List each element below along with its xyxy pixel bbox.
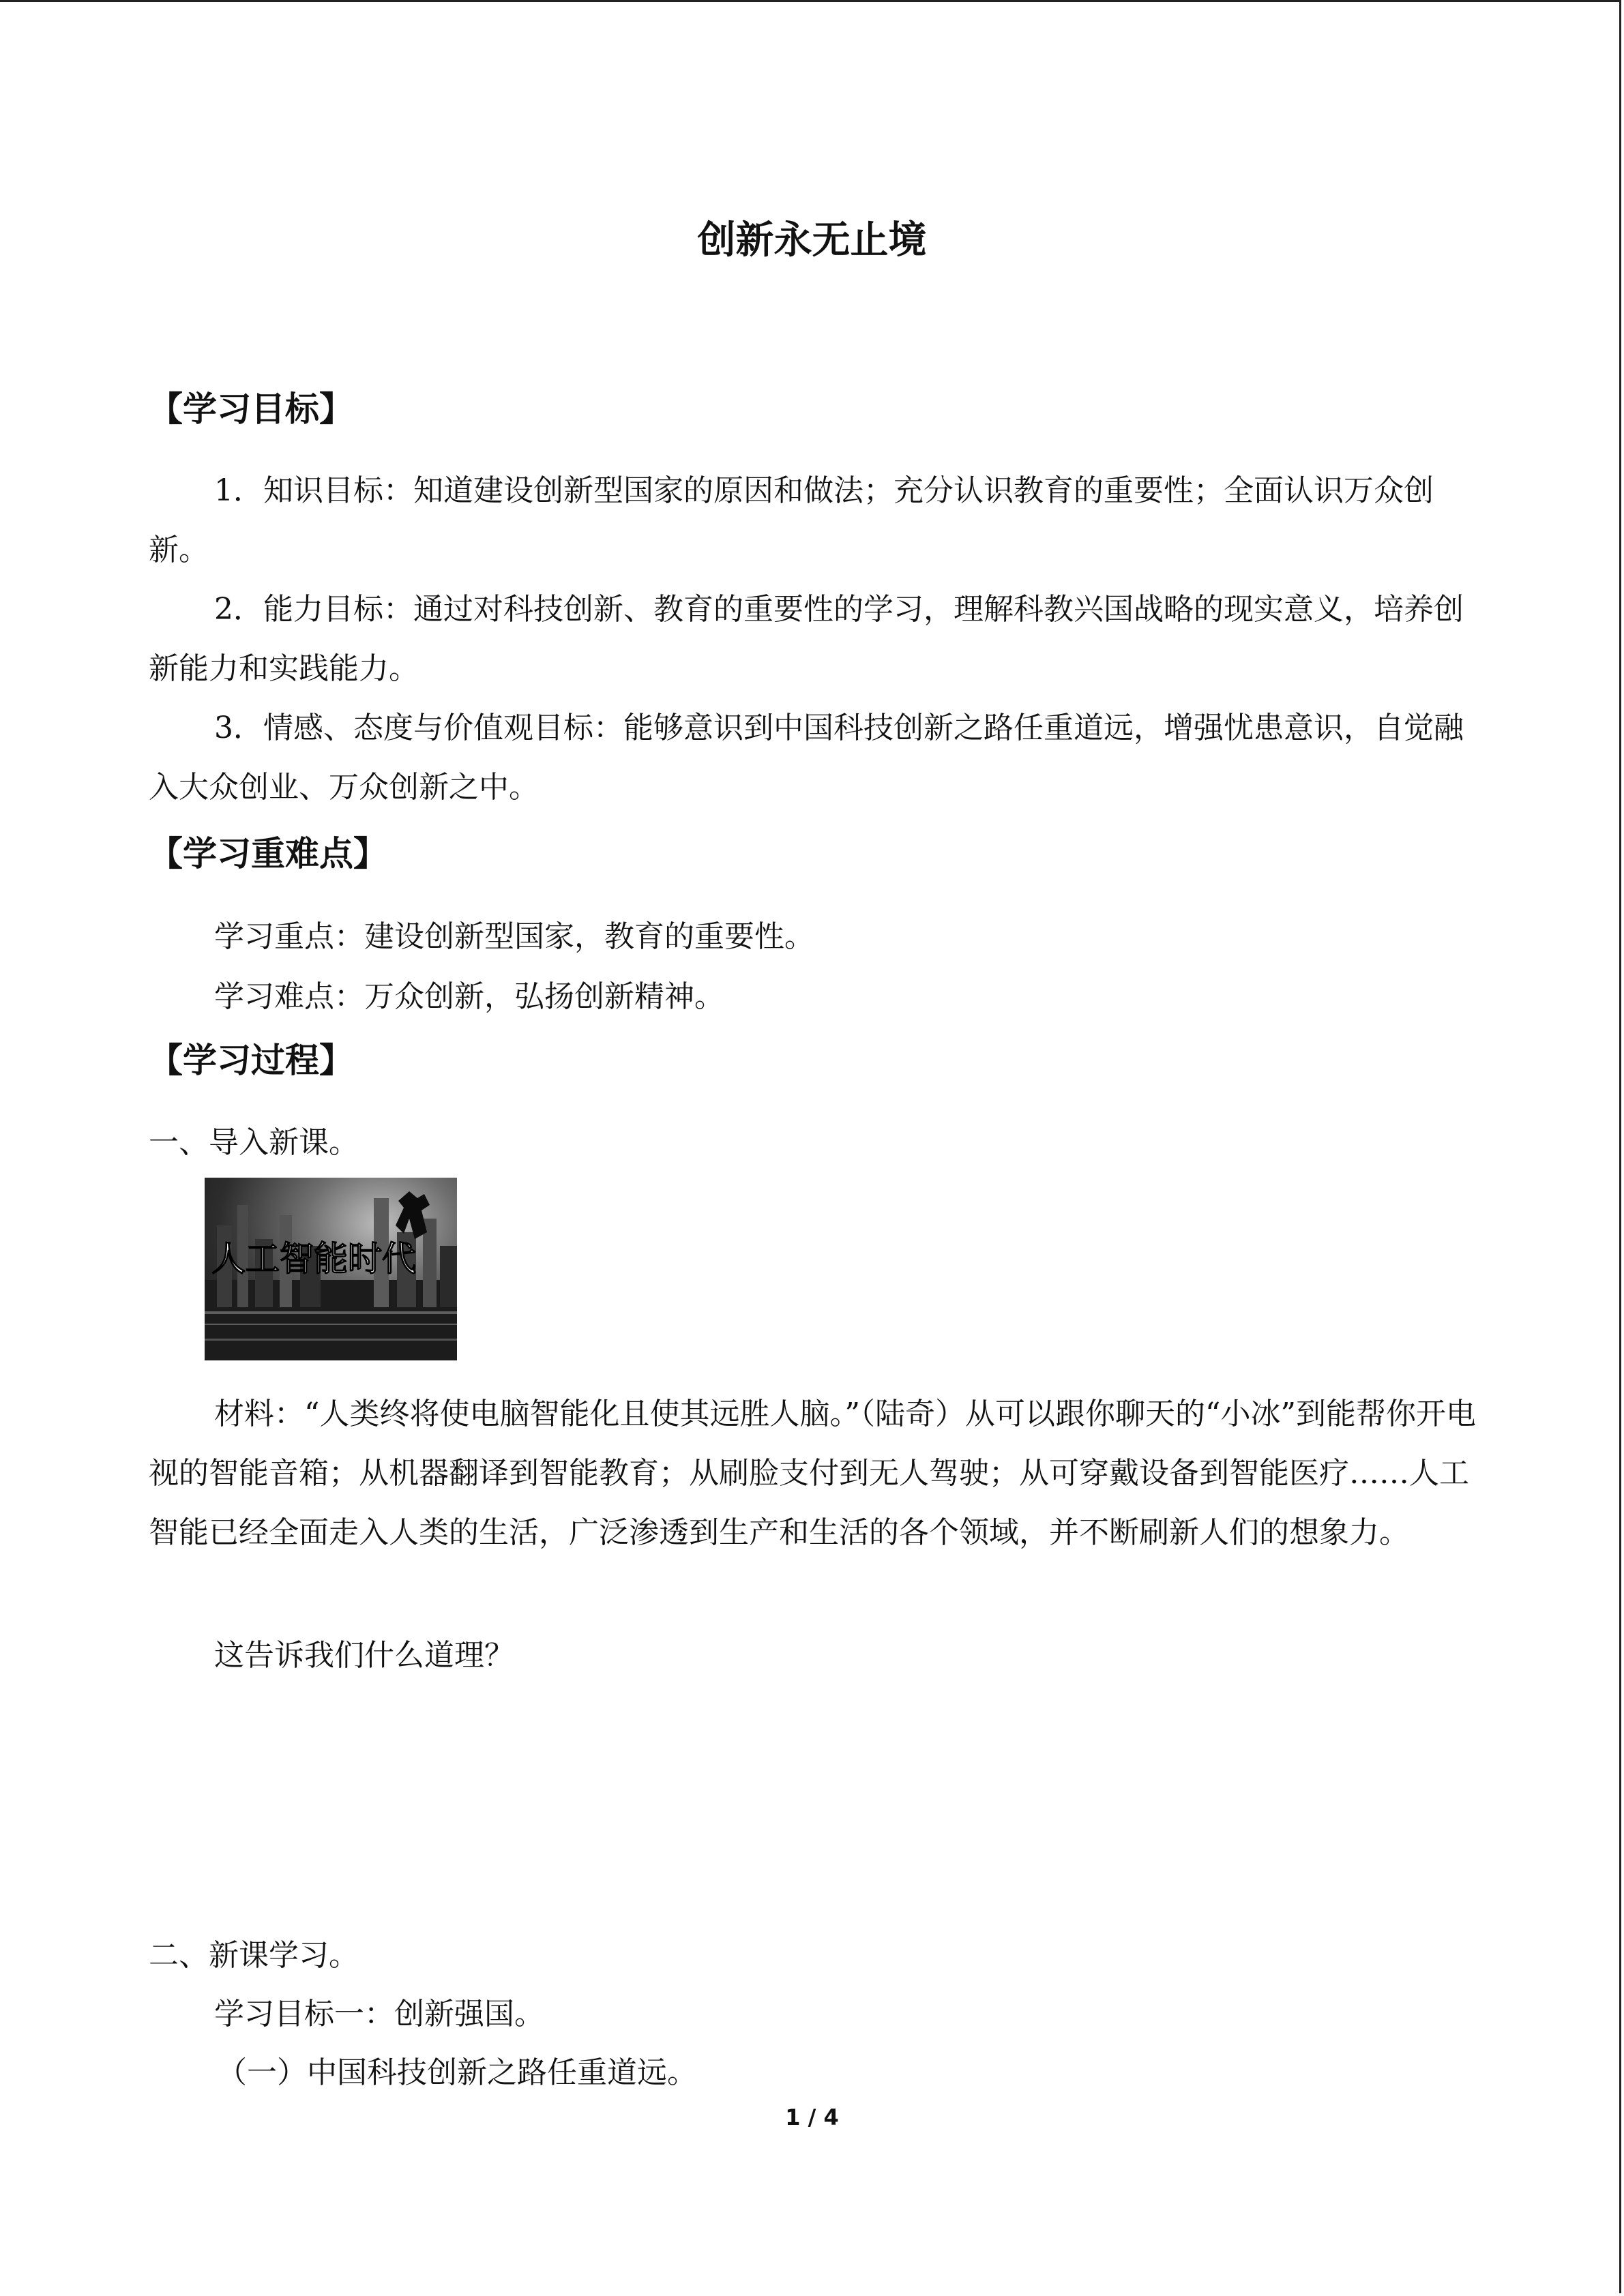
learning-goals-heading: 【学习目标】 (149, 389, 353, 429)
page-number: 1 / 4 (785, 2104, 839, 2130)
ai-era-illustration (205, 1178, 457, 1360)
page-title: 创新永无止境 (697, 218, 927, 263)
goal-attitude: 3．情感、态度与价值观目标：能够意识到中国科技创新之路任重道远，增强忧患意识，自觉融入大众创业、万众创新之中。 (149, 711, 1464, 805)
key-point: 学习重点：建设创新型国家，教育的重要性。 (214, 919, 814, 954)
difficult-point: 学习难点：万众创新，弘扬创新精神。 (214, 979, 724, 1014)
key-difficult-heading: 【学习重难点】 (149, 834, 387, 874)
ai-era-image (205, 1178, 457, 1360)
target-one: 学习目标一：创新强国。 (214, 1997, 544, 2031)
learning-process-heading: 【学习过程】 (149, 1041, 353, 1080)
goal-ability: 2．能力目标：通过对科技创新、教育的重要性的学习，理解科教兴国战略的现实意义，培养创新能力和实践能力。 (149, 592, 1464, 686)
material-paragraph: 材料：“人类终将使电脑智能化且使其远胜人脑。”（陆奇）从可以跟你聊天的“小冰”到能帮你开电视的智能音箱；从机器翻译到智能教育；从刷脸支付到无人驾驶；从可穿戴设备到智能医疗……人工智能已经全面走入人类的生活，广泛渗透到生产和生活的各个领域，并不断刷新人们的想象力。 (149, 1397, 1476, 1550)
sub-one: （一）中国科技创新之路任重道远。 (217, 2055, 697, 2090)
intro-heading: 一、导入新课。 (149, 1125, 359, 1160)
goal-knowledge: 1．知识目标：知道建设创新型国家的原因和做法；充分认识教育的重要性；全面认识万众创新。 (149, 473, 1434, 567)
question-line: 这告诉我们什么道理？ (214, 1638, 514, 1673)
svg-text:人工智能时代: 人工智能时代 (211, 1239, 416, 1279)
new-lesson-heading: 二、新课学习。 (149, 1938, 359, 1973)
